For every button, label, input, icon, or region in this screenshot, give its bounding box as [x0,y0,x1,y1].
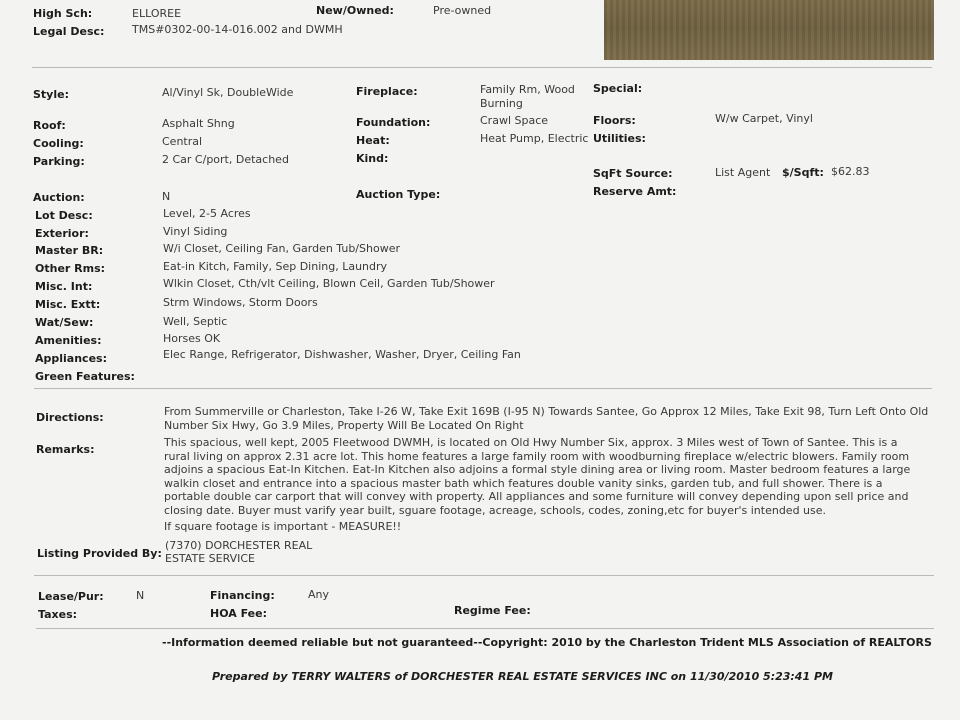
property-photo [604,0,934,60]
misc-int-label: Misc. Int: [35,280,93,293]
listing-provided-label: Listing Provided By: [37,547,162,560]
other-rooms-label: Other Rms: [35,262,106,275]
roof-label: Roof: [33,119,66,132]
master-br-label: Master BR: [35,244,104,257]
water-sewer-value: Well, Septic [163,315,228,328]
other-rooms-value: Eat-in Kitch, Family, Sep Dining, Laundry [163,260,388,273]
utilities-label: Utilities: [593,132,646,145]
cooling-label: Cooling: [33,137,84,150]
remarks-label: Remarks: [36,443,95,456]
style-label: Style: [33,88,69,101]
remarks-measure-note: If square footage is important - MEASURE!! [164,520,402,533]
water-sewer-label: Wat/Sew: [35,316,94,329]
green-features-label: Green Features: [35,370,135,383]
sqft-source-value: List Agent [715,166,771,179]
kind-label: Kind: [356,152,389,165]
foundation-value: Crawl Space [480,114,549,127]
exterior-label: Exterior: [35,227,89,240]
hoa-fee-label: HOA Fee: [210,607,267,620]
lease-pur-label: Lease/Pur: [38,590,104,603]
divider [34,388,932,389]
floors-label: Floors: [593,114,636,127]
misc-int-value: Wlkin Closet, Cth/vlt Ceiling, Blown Ceil, Garden Tub/Shower [163,277,495,290]
high-school-label: High Sch: [33,7,93,20]
foundation-label: Foundation: [356,116,431,129]
divider [34,575,934,576]
listing-office-line1: (7370) DORCHESTER REAL [165,539,313,552]
lease-pur-value: N [136,589,145,602]
lot-desc-value: Level, 2-5 Acres [163,207,251,220]
fireplace-value: Family Rm, Wood Burning [480,83,575,110]
price-per-sqft-value: $62.83 [831,165,870,178]
auction-label: Auction: [33,191,85,204]
financing-value: Any [308,588,330,601]
financing-label: Financing: [210,589,275,602]
sqft-source-label: SqFt Source: [593,167,673,180]
legal-desc-value: TMS#0302-00-14-016.002 and DWMH [132,23,343,36]
fireplace-label: Fireplace: [356,85,418,98]
heat-value: Heat Pump, Electric [480,132,589,145]
divider [32,67,932,68]
legal-desc-label: Legal Desc: [33,25,105,38]
style-value: Al/Vinyl Sk, DoubleWide [162,86,294,99]
floors-value: W/w Carpet, Vinyl [715,112,813,125]
roof-value: Asphalt Shng [162,117,235,130]
amenities-label: Amenities: [35,334,102,347]
auction-type-label: Auction Type: [356,188,441,201]
lot-desc-label: Lot Desc: [35,209,93,222]
special-label: Special: [593,82,643,95]
master-br-value: W/i Closet, Ceiling Fan, Garden Tub/Shower [163,242,400,255]
amenities-value: Horses OK [163,332,221,345]
heat-label: Heat: [356,134,390,147]
taxes-label: Taxes: [38,608,78,621]
exterior-value: Vinyl Siding [163,225,228,238]
prepared-by: Prepared by TERRY WALTERS of DORCHESTER REAL ESTATE SERVICES INC on 11/30/2010 5:23:41 PM [212,670,833,683]
parking-value: 2 Car C/port, Detached [162,153,289,166]
auction-value: N [162,190,171,203]
copyright-disclaimer: --Information deemed reliable but not guaranteed--Copyright: 2010 by the Charleston Trident MLS Association of REALTORS [162,636,932,649]
high-school-value: ELLOREE [132,7,182,20]
price-per-sqft-label: $/Sqft: [782,166,824,179]
misc-ext-label: Misc. Extt: [35,298,101,311]
remarks-text: This spacious, well kept, 2005 Fleetwood DWMH, is located on Old Hwy Number Six, approx. 3 Miles west of Town of Santee. This is a rural living on approx 2.31 acre lot. This home features a large family room with woodburning fireplace w/electric blowers. Family room adjoins a spacious Eat-In Kitchen. Eat-In Kitchen also adjoins a formal style dining area or living room. Master bedroom features a large walkin closet and entrance into a spacious master bath which features double vanity sinks, garden tub, and full shower. There is a portable double car carport that will convey with property. All appliances and some furniture will convey depending upon sell price and closing date. Buyer must varify year built, sguare footage, acreage, schools, codes, zoning,etc for buyer's intended use. [164,436,911,517]
reserve-amt-label: Reserve Amt: [593,185,677,198]
new-owned-value: Pre-owned [433,4,492,17]
cooling-value: Central [162,135,203,148]
directions-label: Directions: [36,411,104,424]
appliances-label: Appliances: [35,352,107,365]
appliances-value: Elec Range, Refrigerator, Dishwasher, Washer, Dryer, Ceiling Fan [163,348,521,361]
divider [36,628,934,629]
new-owned-label: New/Owned: [316,4,394,17]
listing-office-line2: ESTATE SERVICE [165,552,256,565]
directions-text: From Summerville or Charleston, Take I-26 W, Take Exit 169B (I-95 N) Towards Santee, Go Approx 12 Miles, Take Exit 98, Turn Left Onto Old Number Six Hwy, Go 3.9 Miles, Property Will Be Located On Right [164,405,929,432]
parking-label: Parking: [33,155,85,168]
misc-ext-value: Strm Windows, Storm Doors [163,296,318,309]
regime-fee-label: Regime Fee: [454,604,531,617]
